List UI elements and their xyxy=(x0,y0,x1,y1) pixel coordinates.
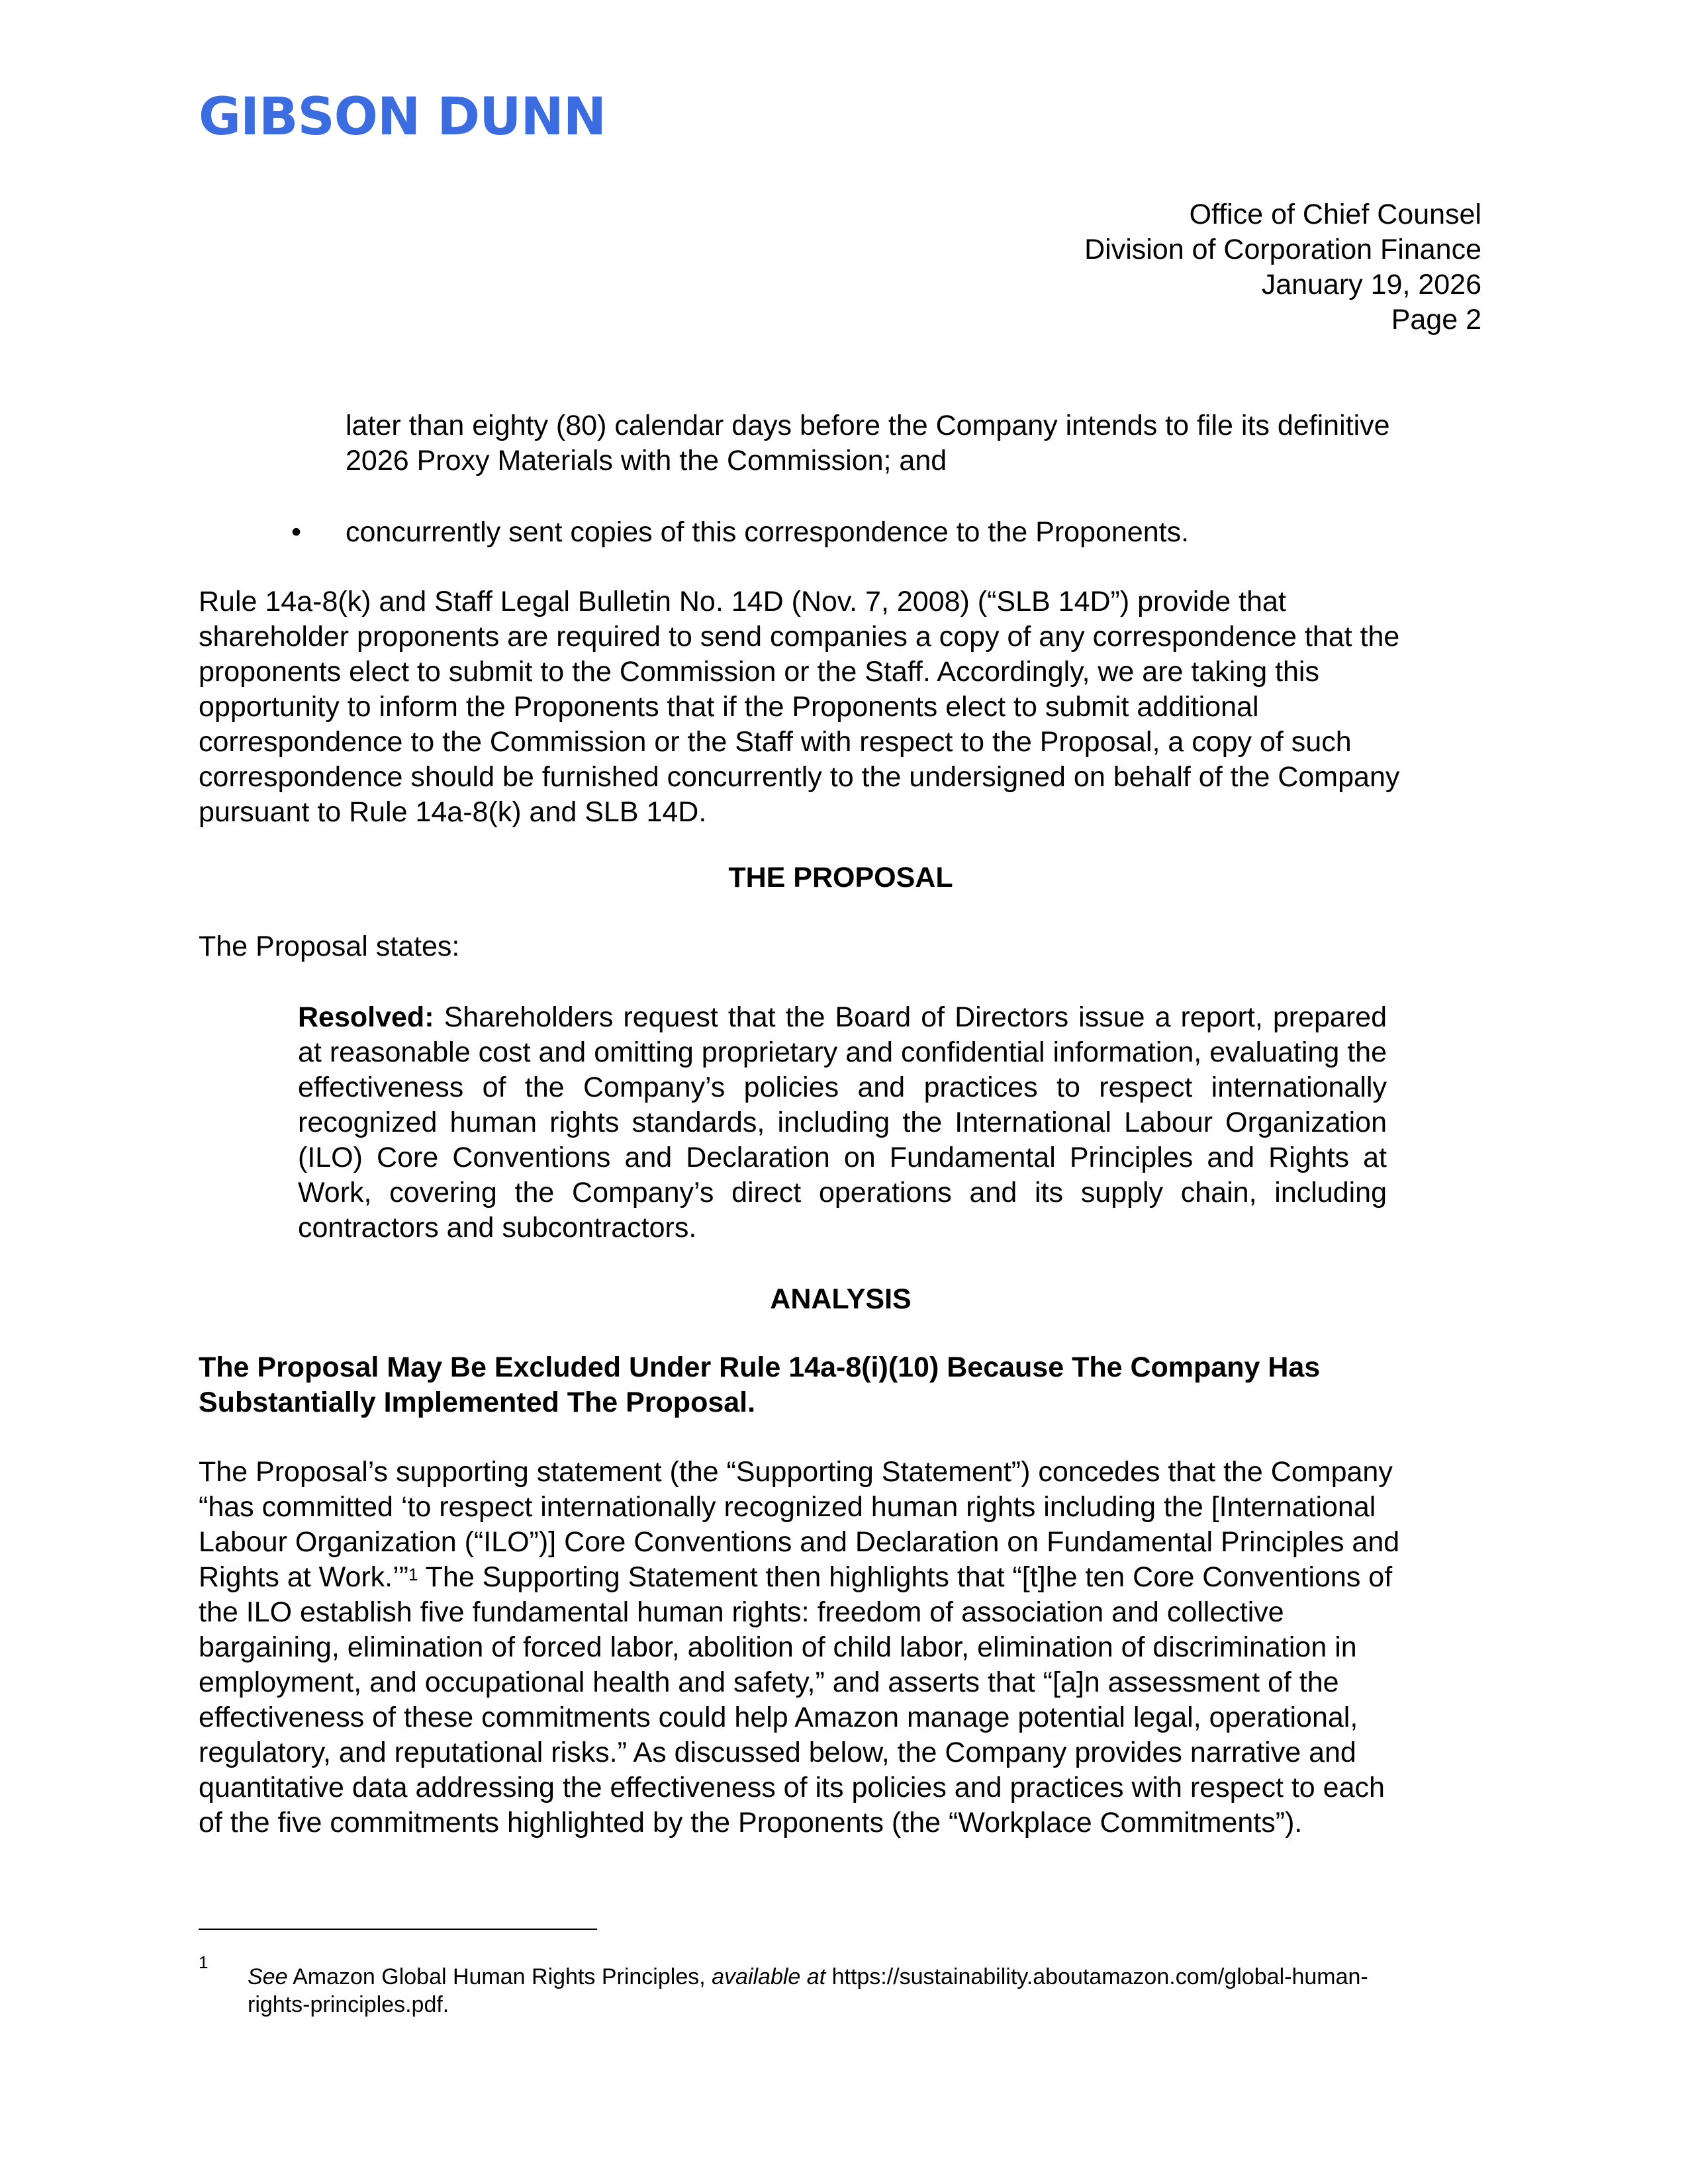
subheading-exclusion: The Proposal May Be Excluded Under Rule 14a-8(i)(10) Because The Company Has Substantially Implemented The Proposal. xyxy=(199,1351,1321,1418)
resolved-label: Resolved: xyxy=(298,1001,434,1033)
heading-the-proposal: THE PROPOSAL xyxy=(728,862,953,893)
resolved-text: Shareholders request that the Board of Directors issue a report, prepared at reasonable cost and omitting proprietary and confidential information, evaluating the effectiveness of the Company’s policies and practices to respect internationally recognized human rights standards, including the International Labour Organization (ILO) Core Conventions and Declaration on Fundamental Principles and Rights at Work, covering the Company’s direct operations and its supply chain, including contractors and subcontractors. xyxy=(298,1001,1387,1244)
header-page-number: Page 2 xyxy=(1391,304,1481,336)
footnote-text: See Amazon Global Human Rights Principles, available at https://sustainability.aboutamazon.com/global-human- rights-principles.pdf. xyxy=(248,1963,1499,2019)
proposal-states-text: The Proposal states: xyxy=(199,931,460,962)
footnote-divider xyxy=(199,1929,597,1930)
footnote-url-continued[interactable]: rights-principles.pdf. xyxy=(248,1992,449,2017)
resolved-block-quote xyxy=(298,1000,1387,1246)
heading-analysis: ANALYSIS xyxy=(770,1283,912,1315)
footnote-url[interactable]: https://sustainability.aboutamazon.com/global-human- xyxy=(825,1964,1368,1989)
header-division: Division of Corporation Finance xyxy=(1084,234,1481,265)
letter-header xyxy=(1084,197,1481,338)
paragraph-supporting-statement: The Proposal’s supporting statement (the “Supporting Statement”) concedes that the Company “has committed ‘to respect internationally recognized human rights including the [International Labour Organization (“ILO”)] Core Conventions and Declaration on Fundamental Principles and Rights at Work.’”$^1$ The Supporting Statement then highlights that “[t]he ten Core Conventions of the ILO establish five fundamental human rights: freedom of association and collective bargaining, elimination of forced labor, abolition of child labor, elimination of discrimination in employment, and occupational health and safety,” and asserts that “[a]n assessment of the effectiveness of these commitments could help Amazon manage potential legal, operational, regulatory, and reputational risks.” As discussed below, the Company provides narrative and quantitative data addressing the effectiveness of its policies and practices with respect to each of the five commitments highlighted by the Proponents (the “Workplace Commitments”). xyxy=(199,1456,1400,1839)
bullet-icon: • xyxy=(291,516,302,548)
header-date: January 19, 2026 xyxy=(1261,269,1481,300)
firm-logo: GIBSON DUNN xyxy=(199,87,606,147)
footnote-number: 1 xyxy=(199,1952,209,1972)
continued-bullet-text: later than eighty (80) calendar days before the Company intends to file its definitive 2026 Proxy Materials with the Commission; and xyxy=(346,410,1390,477)
footnote-reference[interactable]: 1 xyxy=(408,1565,418,1584)
header-office: Office of Chief Counsel xyxy=(1189,199,1481,230)
paragraph-rule-14a8k: Rule 14a-8(k) and Staff Legal Bulletin No. 14D (Nov. 7, 2008) (“SLB 14D”) provide that shareholder proponents are required to send companies a copy of any correspondence that the proponents elect to submit to the Commission or the Staff. Accordingly, we are taking this opportunity to inform the Proponents that if the Proponents elect to submit additional correspondence to the Commission or the Staff with respect to the Proposal, a copy of such correspondence should be furnished concurrently to the undersigned on behalf of the Company pursuant to Rule 14a-8(k) and SLB 14D. xyxy=(199,586,1400,828)
bullet-text: concurrently sent copies of this correspondence to the Proponents. xyxy=(346,516,1190,548)
